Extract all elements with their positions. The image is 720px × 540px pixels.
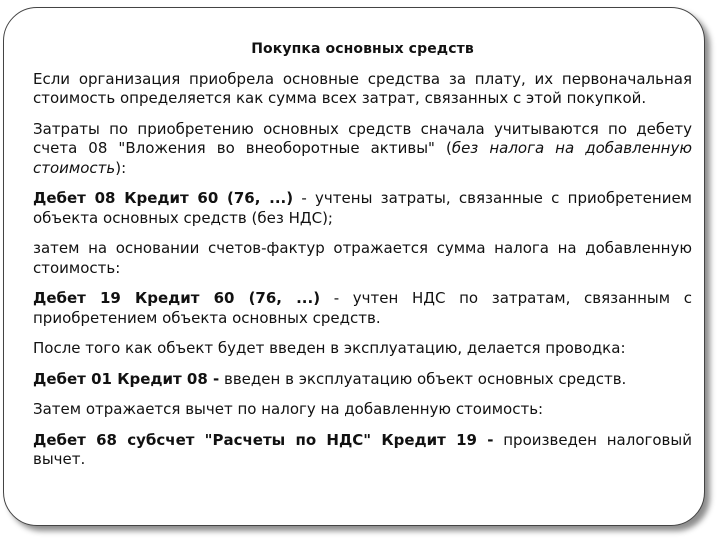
entry-debit-08-text: - учтены затраты, связанные с приобретением объекта основных средств (без НДС);	[33, 189, 692, 227]
entry-debit-19	[33, 289, 692, 328]
entry-debit-08	[33, 189, 692, 228]
paragraph-deduction: Затем отражается вычет по налогу на добавленную стоимость:	[33, 400, 544, 418]
paragraph-commissioning: После того как объект будет введен в эксплуатацию, делается проводка:	[33, 339, 626, 357]
entry-debit-01-accounts: Дебет 01 Кредит 08 -	[33, 369, 220, 388]
paragraph-account-08-text: Затраты по приобретению основных средств сначала учитываются по дебету счета 08 "Вложения во внеоборотные активы" (	[33, 119, 692, 157]
entry-debit-68	[33, 431, 692, 470]
slide-card	[3, 7, 705, 526]
entry-debit-01-text: введен в эксплуатацию объект основных средств.	[219, 369, 627, 388]
entry-debit-19-accounts: Дебет 19 Кредит 60 (76, ...)	[33, 289, 321, 307]
slide-content	[33, 40, 692, 481]
page-title: Покупка основных средств	[251, 41, 474, 57]
entry-debit-01	[33, 370, 692, 390]
paragraph-account-08-italic: без налога на добавленную стоимость	[33, 139, 692, 177]
paragraph-account-08	[33, 120, 692, 179]
entry-debit-68-accounts: Дебет 68 субсчет "Расчеты по НДС" Кредит 19 -	[33, 430, 494, 449]
paragraph-invoices: затем на основании счетов-фактур отражается сумма налога на добавленную стоимость:	[33, 239, 692, 277]
paragraph-intro: Если организация приобрела основные средства за плату, их первоначальная стоимость определяется как сумма всех затрат, связанных с этой покупкой.	[33, 69, 692, 107]
entry-debit-08-accounts: Дебет 08 Кредит 60 (76, ...)	[33, 189, 294, 207]
entry-debit-68-text: произведен налоговый вычет.	[33, 430, 692, 468]
entry-debit-19-text: - учтен НДС по затратам, связанным с приобретением объекта основных средств.	[33, 289, 692, 327]
paragraph-account-08-end: ):	[115, 158, 127, 177]
